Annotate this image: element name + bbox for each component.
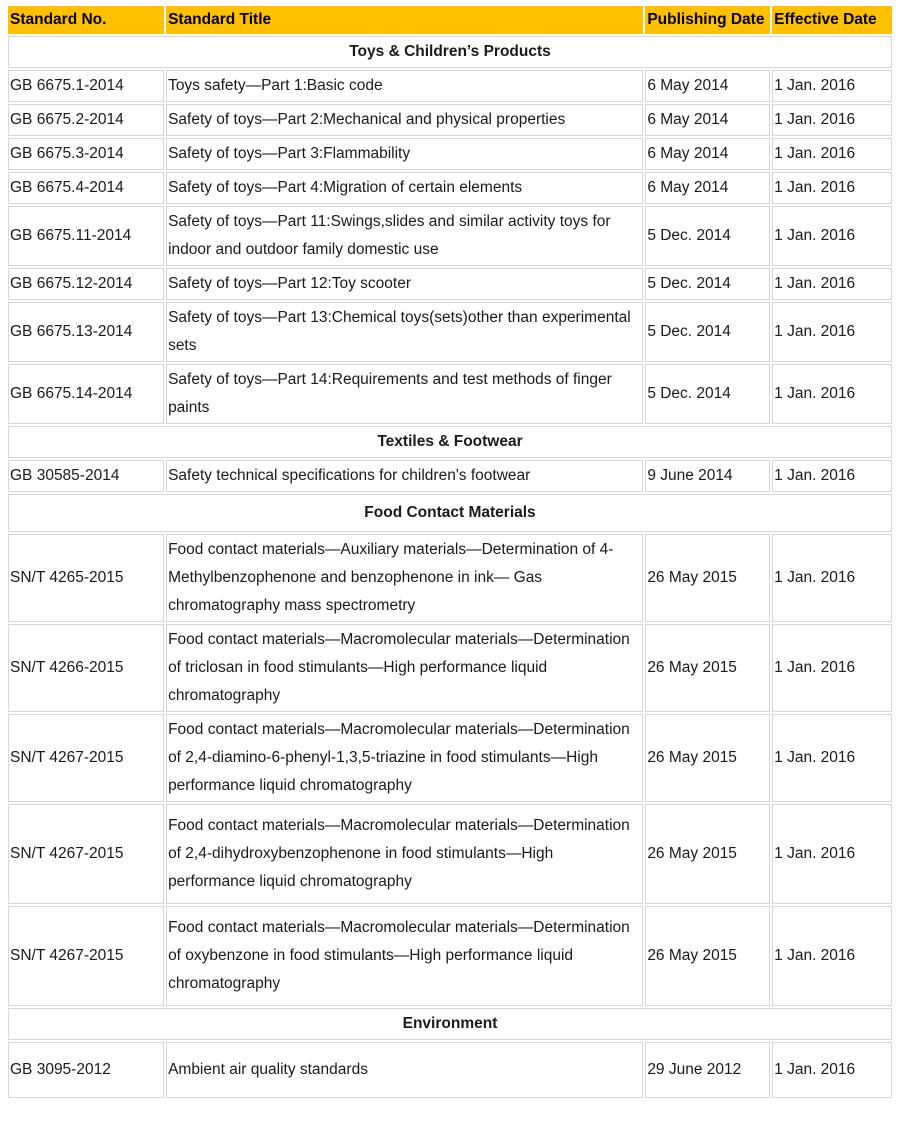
section-row <box>8 36 892 68</box>
table-row <box>8 714 892 802</box>
cell-publishing-date: 6 May 2014 <box>645 70 770 102</box>
cell-effective-date: 1 Jan. 2016 <box>772 302 892 362</box>
table-row <box>8 70 892 102</box>
cell-standard-no: SN/T 4267-2015 <box>8 714 164 802</box>
cell-standard-title: Food contact materials—Macromolecular materials—Determination of triclosan in food stimulants—High performance liquid chromatography <box>166 624 643 712</box>
cell-effective-date: 1 Jan. 2016 <box>772 268 892 300</box>
cell-standard-no: SN/T 4266-2015 <box>8 624 164 712</box>
cell-effective-date: 1 Jan. 2016 <box>772 460 892 492</box>
section-title: Environment <box>8 1008 892 1040</box>
cell-publishing-date: 5 Dec. 2014 <box>645 206 770 266</box>
cell-publishing-date: 9 June 2014 <box>645 460 770 492</box>
table-row <box>8 172 892 204</box>
cell-standard-title: Ambient air quality standards <box>166 1042 643 1098</box>
cell-standard-no: GB 6675.12-2014 <box>8 268 164 300</box>
cell-effective-date: 1 Jan. 2016 <box>772 364 892 424</box>
cell-standard-title: Safety of toys—Part 4:Migration of certain elements <box>166 172 643 204</box>
cell-standard-title: Toys safety—Part 1:Basic code <box>166 70 643 102</box>
cell-standard-title: Food contact materials—Macromolecular materials—Determination of oxybenzone in food stimulants—High performance liquid chromatography <box>166 906 643 1006</box>
cell-standard-no: GB 6675.3-2014 <box>8 138 164 170</box>
cell-publishing-date: 26 May 2015 <box>645 534 770 622</box>
cell-standard-no: GB 6675.4-2014 <box>8 172 164 204</box>
cell-effective-date: 1 Jan. 2016 <box>772 804 892 904</box>
section-title: Toys & Children’s Products <box>8 36 892 68</box>
cell-effective-date: 1 Jan. 2016 <box>772 534 892 622</box>
cell-standard-no: GB 6675.1-2014 <box>8 70 164 102</box>
cell-standard-title: Safety technical specifications for children's footwear <box>166 460 643 492</box>
cell-effective-date: 1 Jan. 2016 <box>772 906 892 1006</box>
cell-publishing-date: 6 May 2014 <box>645 172 770 204</box>
table-row <box>8 460 892 492</box>
cell-standard-no: SN/T 4267-2015 <box>8 804 164 904</box>
cell-publishing-date: 6 May 2014 <box>645 104 770 136</box>
cell-effective-date: 1 Jan. 2016 <box>772 70 892 102</box>
cell-standard-no: GB 6675.2-2014 <box>8 104 164 136</box>
section-row <box>8 426 892 458</box>
cell-standard-title: Safety of toys—Part 13:Chemical toys(sets)other than experimental sets <box>166 302 643 362</box>
section-title: Food Contact Materials <box>8 494 892 532</box>
cell-standard-no: GB 3095-2012 <box>8 1042 164 1098</box>
cell-standard-no: SN/T 4267-2015 <box>8 906 164 1006</box>
cell-standard-title: Safety of toys—Part 3:Flammability <box>166 138 643 170</box>
cell-standard-title: Food contact materials—Macromolecular materials—Determination of 2,4-dihydroxybenzophenone in food stimulants—High performance liquid chromatography <box>166 804 643 904</box>
cell-publishing-date: 5 Dec. 2014 <box>645 364 770 424</box>
cell-standard-title: Safety of toys—Part 11:Swings,slides and similar activity toys for indoor and outdoor family domestic use <box>166 206 643 266</box>
section-title: Textiles & Footwear <box>8 426 892 458</box>
table-row <box>8 364 892 424</box>
cell-publishing-date: 26 May 2015 <box>645 714 770 802</box>
table-row <box>8 138 892 170</box>
header-standard-title: Standard Title <box>166 6 643 34</box>
cell-standard-no: GB 6675.11-2014 <box>8 206 164 266</box>
header-publishing-date: Publishing Date <box>645 6 770 34</box>
section-row <box>8 494 892 532</box>
cell-standard-title: Food contact materials—Auxiliary materials—Determination of 4-Methylbenzophenone and benzophenone in ink— Gas chromatography mass spectrometry <box>166 534 643 622</box>
cell-standard-title: Safety of toys—Part 12:Toy scooter <box>166 268 643 300</box>
cell-standard-no: GB 6675.13-2014 <box>8 302 164 362</box>
table-row <box>8 206 892 266</box>
cell-publishing-date: 29 June 2012 <box>645 1042 770 1098</box>
table-row <box>8 624 892 712</box>
cell-standard-no: SN/T 4265-2015 <box>8 534 164 622</box>
table-row <box>8 906 892 1006</box>
table-row <box>8 104 892 136</box>
cell-standard-title: Food contact materials—Macromolecular materials—Determination of 2,4-diamino-6-phenyl-1,3,5-triazine in food stimulants—High performance liquid chromatography <box>166 714 643 802</box>
cell-publishing-date: 26 May 2015 <box>645 906 770 1006</box>
table-row <box>8 268 892 300</box>
table-row <box>8 534 892 622</box>
cell-effective-date: 1 Jan. 2016 <box>772 1042 892 1098</box>
section-row <box>8 1008 892 1040</box>
cell-effective-date: 1 Jan. 2016 <box>772 206 892 266</box>
cell-effective-date: 1 Jan. 2016 <box>772 138 892 170</box>
cell-effective-date: 1 Jan. 2016 <box>772 172 892 204</box>
cell-standard-title: Safety of toys—Part 14:Requirements and test methods of finger paints <box>166 364 643 424</box>
cell-effective-date: 1 Jan. 2016 <box>772 624 892 712</box>
cell-standard-no: GB 6675.14-2014 <box>8 364 164 424</box>
standards-table-container <box>6 4 894 1100</box>
cell-publishing-date: 5 Dec. 2014 <box>645 302 770 362</box>
table-header-row <box>8 6 892 34</box>
cell-publishing-date: 26 May 2015 <box>645 624 770 712</box>
header-effective-date: Effective Date <box>772 6 892 34</box>
cell-publishing-date: 26 May 2015 <box>645 804 770 904</box>
table-row <box>8 1042 892 1098</box>
cell-publishing-date: 6 May 2014 <box>645 138 770 170</box>
table-row <box>8 302 892 362</box>
cell-effective-date: 1 Jan. 2016 <box>772 104 892 136</box>
standards-table <box>6 4 894 1100</box>
cell-standard-title: Safety of toys—Part 2:Mechanical and physical properties <box>166 104 643 136</box>
cell-standard-no: GB 30585-2014 <box>8 460 164 492</box>
cell-effective-date: 1 Jan. 2016 <box>772 714 892 802</box>
header-standard-no: Standard No. <box>8 6 164 34</box>
table-row <box>8 804 892 904</box>
cell-publishing-date: 5 Dec. 2014 <box>645 268 770 300</box>
